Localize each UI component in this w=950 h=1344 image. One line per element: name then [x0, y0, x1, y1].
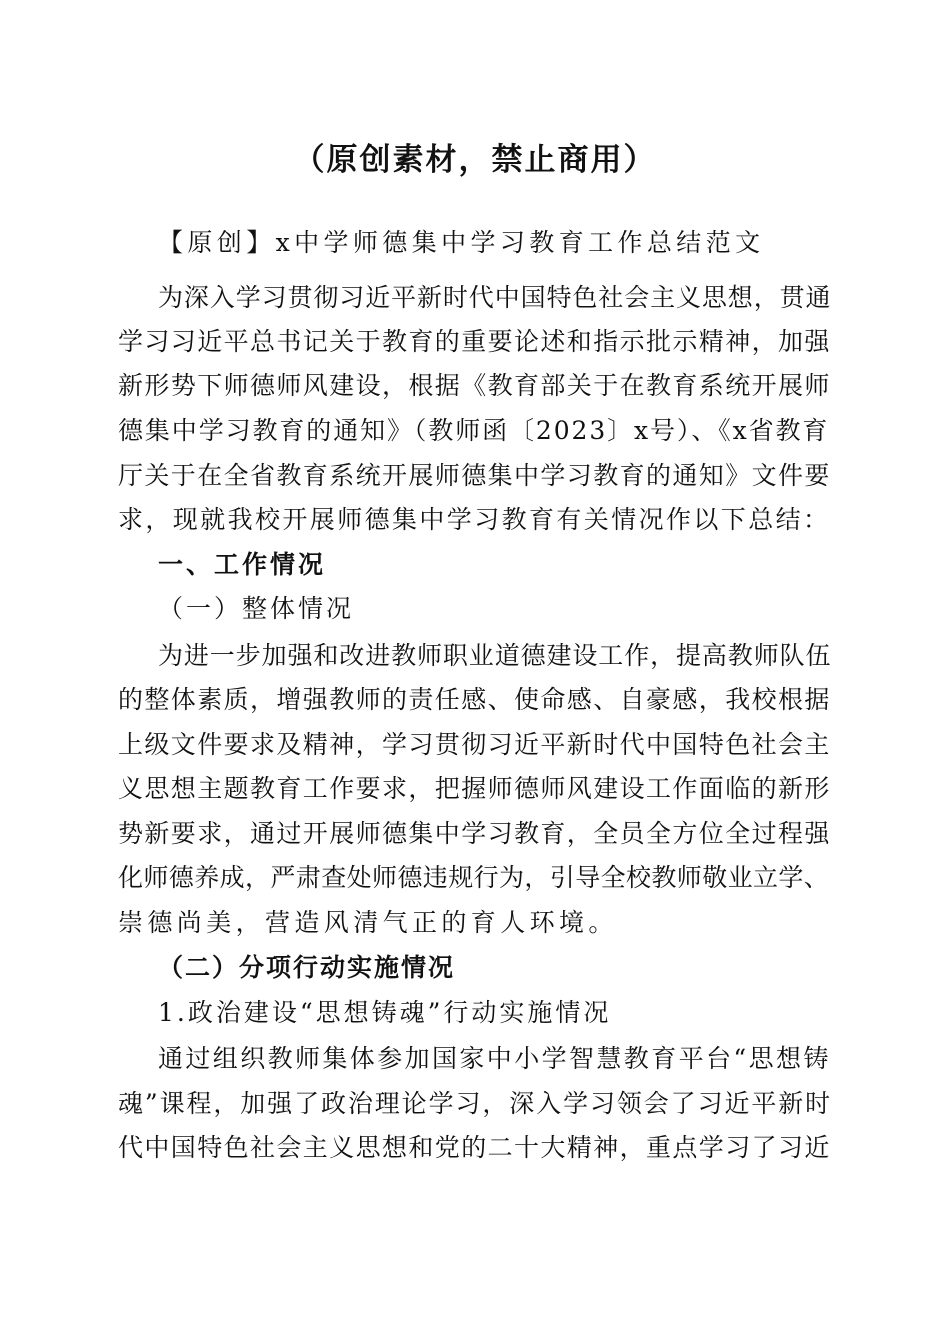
body-line: 魂”课程，加强了政治理论学习，深入学习领会了习近平新时: [118, 1089, 833, 1118]
intro-line: 厅关于在全省教育系统开展师德集中学习教育的通知》文件要: [118, 461, 831, 490]
section-heading-work-status: 一、工作情况: [158, 550, 327, 579]
banner-notice: （原创素材，禁止商用）: [293, 142, 657, 178]
item-heading-political: 1.政治建设“思想铸魂”行动实施情况: [158, 998, 612, 1027]
body-line: 义思想主题教育工作要求，把握师德师风建设工作面临的新形: [118, 774, 831, 803]
body-line: 崇德尚美，营造风清气正的育人环境。: [118, 908, 618, 937]
body-line: 为进一步加强和改进教师职业道德建设工作，提高教师队伍: [158, 641, 832, 670]
subsection-heading-overall: （一）整体情况: [158, 594, 355, 623]
subsection-heading-actions: （二）分项行动实施情况: [158, 953, 456, 982]
body-line: 通过组织教师集体参加国家中小学智慧教育平台“思想铸: [158, 1044, 831, 1073]
body-line: 化师德养成，严肃查处师德违规行为，引导全校教师敬业立学、: [118, 863, 830, 892]
body-line: 代中国特色社会主义思想和党的二十大精神，重点学习了习近: [118, 1133, 831, 1162]
intro-line: 为深入学习贯彻习近平新时代中国特色社会主义思想，贯通: [158, 283, 832, 312]
body-line: 势新要求，通过开展师德集中学习教育，全员全方位全过程强: [118, 819, 831, 848]
intro-line: 求，现就我校开展师德集中学习教育有关情况作以下总结：: [118, 505, 831, 534]
intro-line: 德集中学习教育的通知》（教师函〔2023〕x号）、《x省教育: [118, 416, 830, 445]
document-title: 【原创】x中学师德集中学习教育工作总结范文: [158, 228, 765, 257]
body-line: 上级文件要求及精神，学习贯彻习近平新时代中国特色社会主: [118, 730, 831, 759]
intro-line: 新形势下师德师风建设，根据《教育部关于在教育系统开展师: [118, 371, 831, 400]
intro-line: 学习习近平总书记关于教育的重要论述和指示批示精神，加强: [118, 327, 831, 356]
body-line: 的整体素质，增强教师的责任感、使命感、自豪感，我校根据: [118, 685, 831, 714]
